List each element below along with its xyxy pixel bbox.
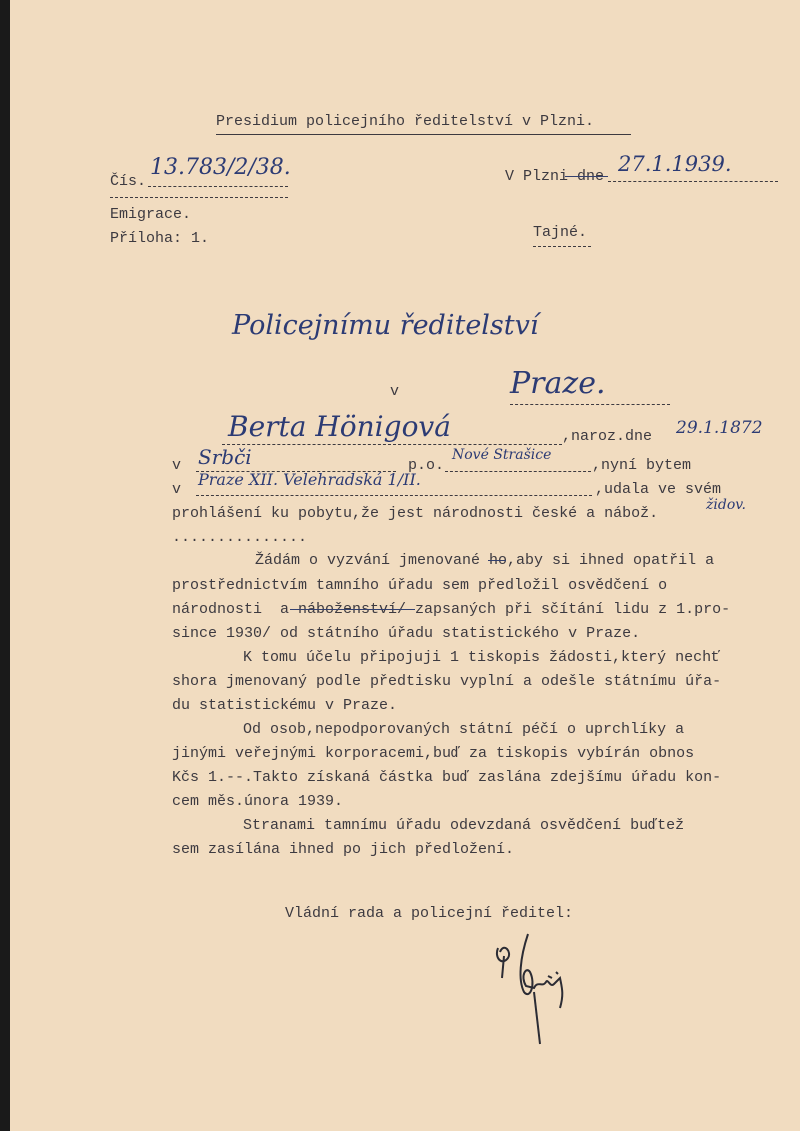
body-line: Stranami tamnímu úřadu odevzdaná osvědčení buďtež <box>243 817 685 834</box>
attachment: Příloha: 1. <box>110 230 210 247</box>
addressee-line: Policejnímu ředitelství <box>232 310 539 341</box>
v1-label: v <box>172 457 182 474</box>
date-dots <box>608 181 778 182</box>
city-dots <box>510 404 670 405</box>
body-line: cem měs.února 1939. <box>172 793 344 810</box>
body-line: jinými veřejnými korporacemi,buď za tiskopis vybírán obnos <box>172 745 695 762</box>
classification-underline <box>533 246 591 247</box>
place-label: V Plzni dne <box>505 168 605 185</box>
addressee-v: v <box>390 383 400 400</box>
body-line: du statistickému v Praze. <box>172 697 398 714</box>
district: Nové Strašice <box>452 447 552 463</box>
strike-nabozenstvi <box>290 609 415 610</box>
ref-dots <box>148 186 288 187</box>
header-underline <box>216 134 631 135</box>
residence-dots <box>196 495 592 496</box>
body-line: since 1930/ od státního úřadu statistického v Praze. <box>172 625 641 642</box>
now-label: ,nyní bytem <box>592 457 692 474</box>
born-label: ,naroz.dne <box>562 428 653 445</box>
letter-date: 27.1.1939. <box>618 152 732 176</box>
name-dots <box>222 444 562 445</box>
dots-line: ............... <box>172 529 308 546</box>
department: Emigrace. <box>110 206 192 223</box>
ref-underline <box>110 197 288 198</box>
place-strike <box>565 176 608 177</box>
body-line: národnosti a náboženství/ zapsaných při sčítání lidu z 1.pro- <box>172 601 731 618</box>
udala-label: ,udala ve svém <box>595 481 722 498</box>
authority-header: Presidium policejního ředitelství v Plzni. <box>216 113 595 130</box>
subject-name: Berta Hönigová <box>228 410 451 443</box>
scan-edge <box>0 0 10 1131</box>
body-line: K tomu účelu připojuji 1 tiskopis žádosti,který nechť <box>243 649 721 666</box>
birth-date: 29.1.1872 <box>676 418 763 438</box>
body-line: Kčs 1.--.Takto získaná částka buď zaslána zdejšímu úřadu kon- <box>172 769 722 786</box>
po-label: p.o. <box>408 457 445 474</box>
district-dots <box>445 471 591 472</box>
classification: Tajné. <box>533 224 588 241</box>
ref-number: 13.783/2/38. <box>150 155 291 180</box>
closing-title: Vládní rada a policejní ředitel: <box>285 905 574 922</box>
residence: Praze XII. Velehradská 1/II. <box>198 470 421 489</box>
religion: židov. <box>706 497 746 513</box>
v2-label: v <box>172 481 182 498</box>
handwritten-signature <box>490 928 580 1048</box>
body-line: sem zasílána ihned po jich předložení. <box>172 841 515 858</box>
body-line: Od osob,nepodporovaných státní péčí o uprchlíky a <box>243 721 685 738</box>
strike-ho <box>488 560 506 561</box>
body-line: shora jmenovaný podle předtisku vyplní a odešle státnímu úřa- <box>172 673 722 690</box>
ref-label: Čís. <box>110 173 147 190</box>
body-line: Žádám o vyzvání jmenované ho,aby si ihned opatřil a <box>255 552 715 569</box>
declaration-line: prohlášení ku pobytu,že jest národnosti české a nábož. <box>172 505 659 522</box>
birthplace: Srbči <box>198 445 252 469</box>
addressee-city: Praze. <box>510 366 606 401</box>
body-line: prostřednictvím tamního úřadu sem předložil osvědčení o <box>172 577 668 594</box>
